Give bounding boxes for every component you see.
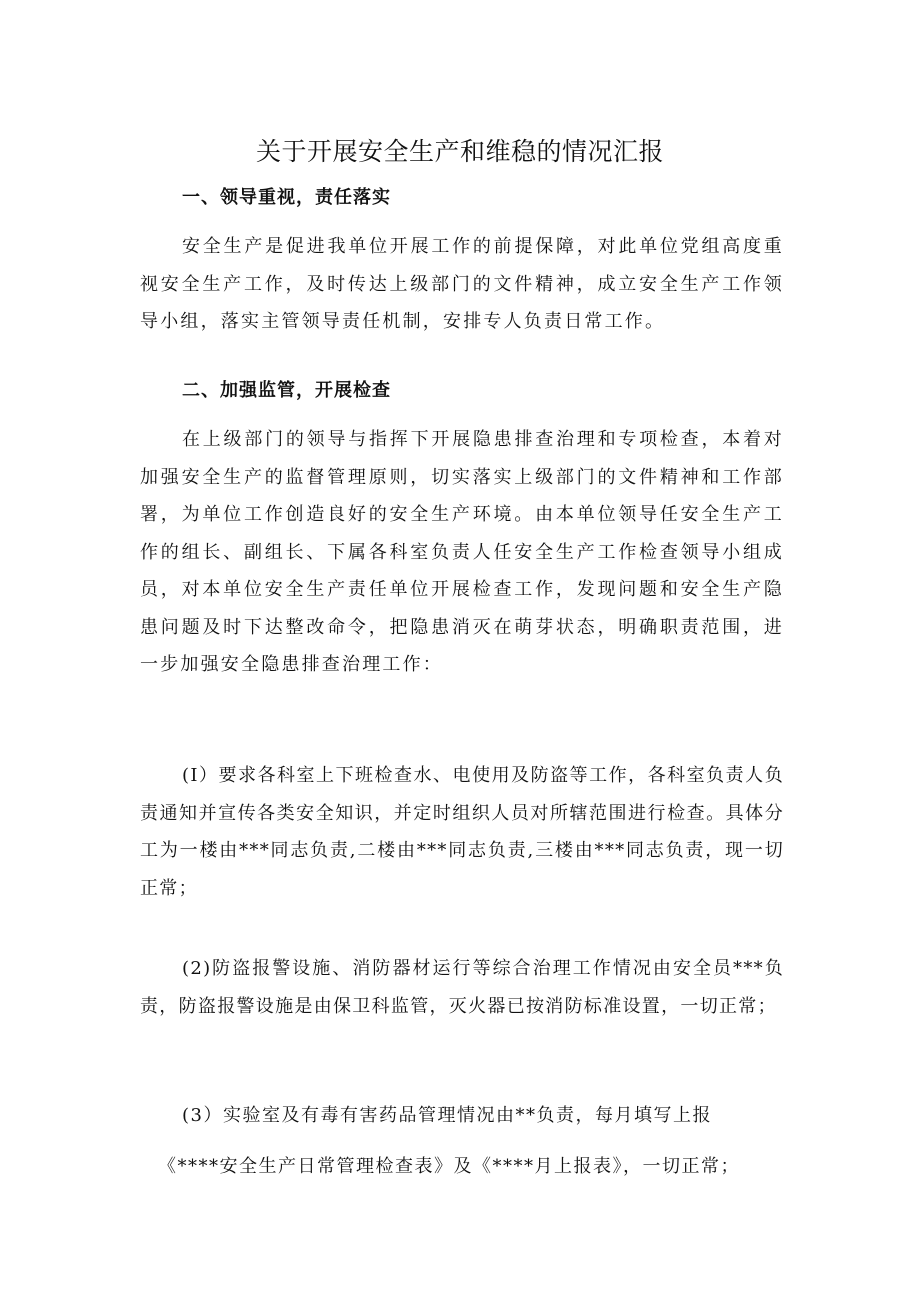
section-1-heading: 一、领导重视，责任落实 (182, 187, 391, 208)
section-1-paragraph: 安全生产是促进我单位开展工作的前提保障，对此单位党组高度重视安全生产工作，及时传达上级部门的文件精神，成立安全生产工作领导小组，落实主管领导责任机制，安排专人负责日常工作。 (140, 236, 784, 332)
item-3-line-1: (3）实验室及有毒有害药品管理情况由**负责，每月填写上报 (182, 1105, 712, 1126)
section-2-paragraph: 在上级部门的领导与指挥下开展隐患排查治理和专项检查，本着对加强安全生产的监督管理原则，切实落实上级部门的文件精神和工作部署，为单位工作创造良好的安全生产环境。由本单位领导任安全生产工作的组长、副组长、下属各科室负责人任安全生产工作检查领导小组成员，对本单位安全生产责任单位开展检查工作，发现问题和安全生产隐患问题及时下达整改命令，把隐患消灭在萌芽状态，明确职责范围，进一步加强安全隐患排查治理工作： (140, 429, 784, 675)
item-2-paragraph: (2)防盗报警设施、消防器材运行等综合治理工作情况由安全员***负责，防盗报警设施是由保卫科监管，灭火器已按消防标准设置，一切正常； (140, 958, 784, 1017)
item-3-line-2: 《****安全生产日常管理检查表》及《****月上报表》，一切正常； (158, 1156, 740, 1177)
section-2-heading: 二、加强监管，开展检查 (182, 380, 391, 401)
item-1-paragraph: (I）要求各科室上下班检查水、电使用及防盗等工作，各科室负责人负责通知并宣传各类安全知识，并定时组织人员对所辖范围进行检查。具体分工为一楼由***同志负责,二楼由***同志负责,三楼由***同志负责，现一切正常； (140, 765, 784, 899)
document-title: 关于开展安全生产和维稳的情况汇报 (255, 137, 664, 166)
